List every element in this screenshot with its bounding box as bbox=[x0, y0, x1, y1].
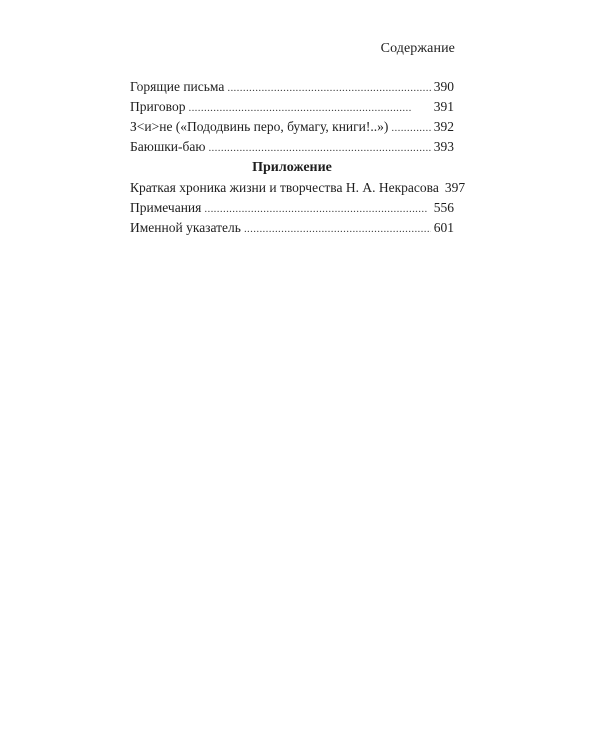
toc-entry-title: Приговор bbox=[130, 99, 186, 114]
toc-main-list bbox=[130, 77, 454, 157]
toc-entry-page: 391 bbox=[433, 99, 454, 114]
toc-entry-title: Горящие письма bbox=[130, 79, 225, 94]
toc-entry bbox=[130, 77, 454, 97]
toc-entry-title: З<и>не («Пододвинь перо, бумагу, книги!..») bbox=[130, 119, 389, 134]
toc-entry-page: 393 bbox=[433, 139, 454, 154]
toc-dot-leader bbox=[244, 219, 431, 239]
toc-entry bbox=[130, 137, 454, 157]
toc-entry-page: 390 bbox=[433, 79, 454, 94]
toc-entry bbox=[130, 117, 454, 137]
toc-dot-leader bbox=[391, 118, 430, 138]
toc-entry bbox=[130, 97, 454, 117]
toc-entry-page: 556 bbox=[433, 200, 454, 215]
toc-entry bbox=[130, 178, 466, 198]
toc-dot-leader bbox=[188, 98, 430, 118]
toc-entry-page: 397 bbox=[444, 180, 466, 195]
toc-entry-page: 601 bbox=[433, 220, 454, 235]
toc-entry bbox=[130, 218, 454, 238]
toc-entry-title: Примечания bbox=[130, 200, 202, 215]
toc-dot-leader bbox=[204, 199, 430, 219]
running-header: Содержание bbox=[380, 41, 455, 56]
toc-entry bbox=[130, 198, 454, 218]
appendix-heading: Приложение bbox=[252, 160, 332, 175]
toc-entry-title: Именной указатель bbox=[130, 220, 241, 235]
toc-entry-title: Баюшки-баю bbox=[130, 139, 206, 154]
toc-dot-leader bbox=[227, 78, 430, 98]
toc-appendix-list bbox=[130, 178, 466, 238]
toc-dot-leader bbox=[208, 138, 430, 158]
toc-entry-page: 392 bbox=[433, 119, 454, 134]
toc-entry-title: Краткая хроника жизни и творчества Н. А. Некрасова bbox=[130, 180, 439, 195]
